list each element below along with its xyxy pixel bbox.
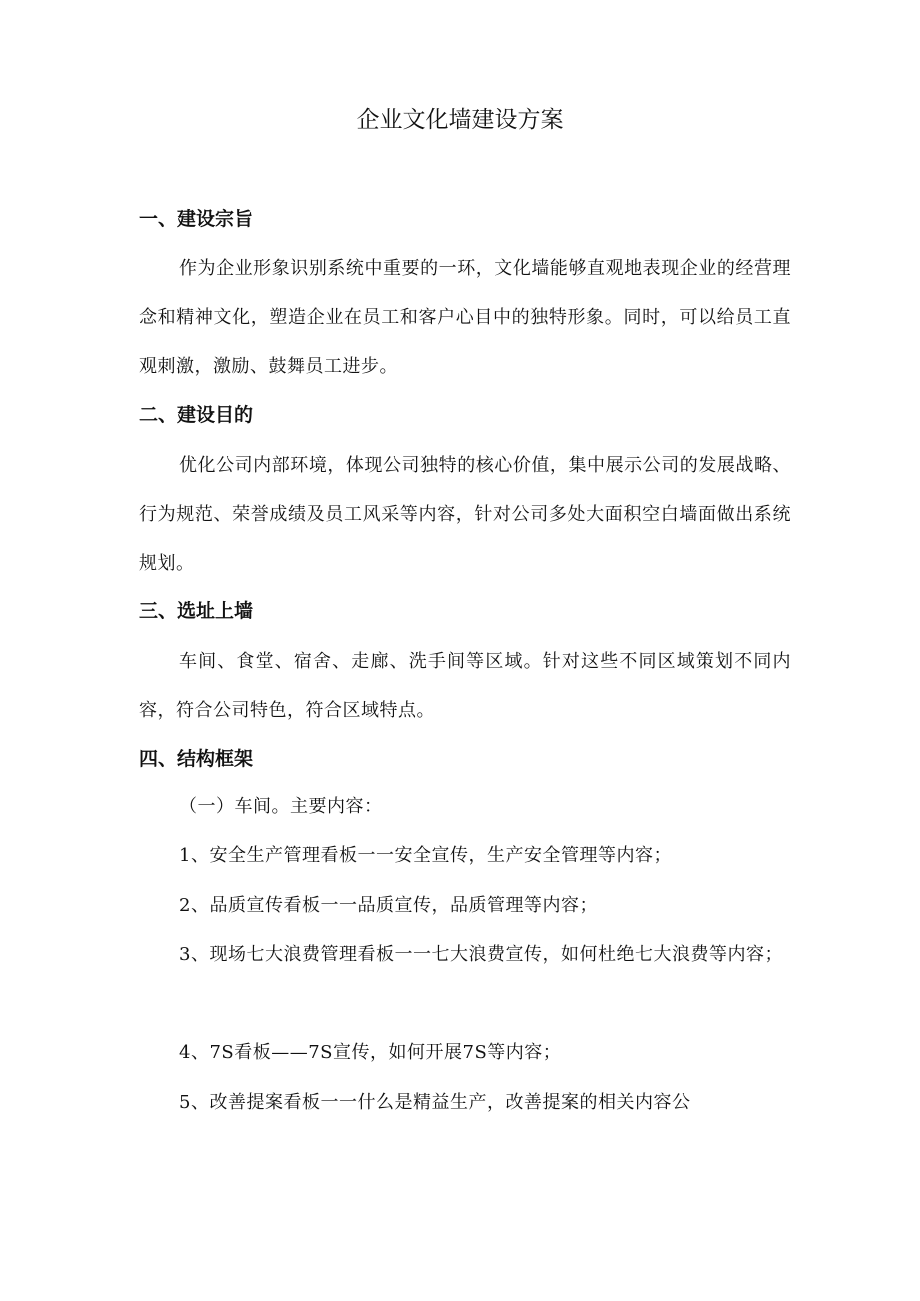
paragraph-location: 车间、食堂、宿舍、走廊、洗手间等区域。针对这些不同区域策划不同内容，符合公司特色，符合区域特点。	[139, 651, 791, 721]
list-item-waste-board: 3、现场七大浪费管理看板一一七大浪费宣传，如何杜绝七大浪费等内容；	[179, 944, 783, 965]
list-item-safety-board: 1、安全生产管理看板一一安全宣传，生产安全管理等内容；	[179, 845, 672, 866]
subsection-workshop: （一）车间。主要内容：	[179, 796, 383, 817]
document-title: 企业文化墙建设方案	[356, 107, 564, 133]
section-heading-structure: 四、结构框架	[139, 748, 254, 770]
list-item-7s-board: 4、7S看板——7S宣传，如何开展7S等内容；	[179, 1042, 562, 1063]
paragraph-purpose: 作为企业形象识别系统中重要的一环，文化墙能够直观地表现企业的经营理念和精神文化，塑造企业在员工和客户心目中的独特形象。同时，可以给员工直观刺激，激励、鼓舞员工进步。	[139, 258, 791, 377]
section-heading-goal: 二、建设目的	[139, 404, 254, 426]
paragraph-goal: 优化公司内部环境，体现公司独特的核心价值，集中展示公司的发展战略、行为规范、荣誉成绩及员工风采等内容，针对公司多处大面积空白墙面做出系统规划。	[139, 455, 791, 574]
section-heading-purpose: 一、建设宗旨	[139, 208, 254, 230]
list-item-quality-board: 2、品质宣传看板一一品质宣传，品质管理等内容；	[179, 895, 598, 916]
list-item-improvement-board: 5、改善提案看板一一什么是精益生产，改善提案的相关内容公	[179, 1092, 691, 1113]
section-heading-location: 三、选址上墙	[139, 600, 254, 622]
